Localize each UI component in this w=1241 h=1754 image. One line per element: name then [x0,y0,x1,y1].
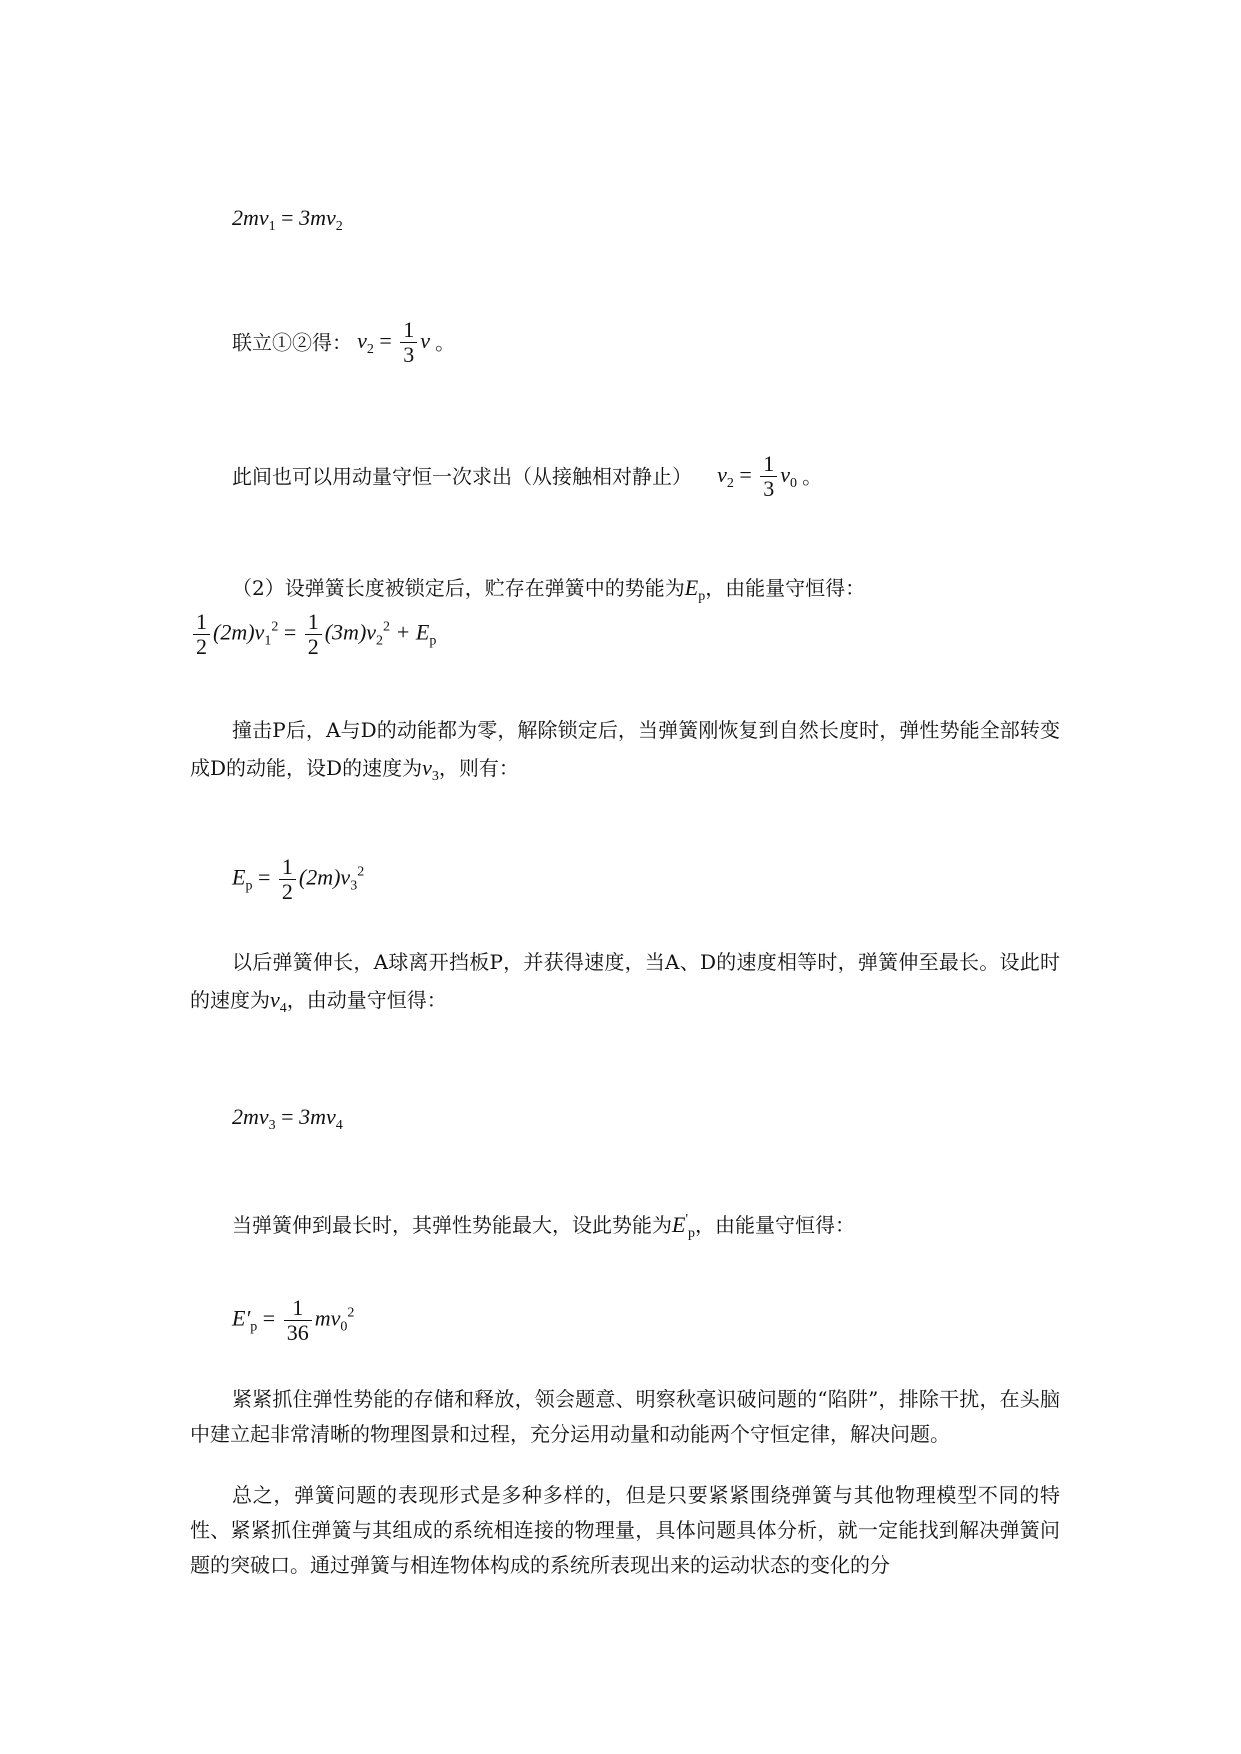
line-momentum-once: 此间也可以用动量守恒一次求出（从接触相对静止） $v_2$ = $\frac{1}{3}$ $v_0$ 。 [232,451,823,501]
equation-momentum-1: $2mv_1 = 3mv_2$ [232,205,343,234]
equation-ep: $E_p$ = $\frac{1}{2}$ $(2m)v_3^2$ [232,854,365,904]
equation-ep-max: $E'_p$ = $\frac{1}{36}$ $mv_0^2$ [232,1295,355,1345]
paragraph-after-collision: 撞击P后，A与D的动能都为零，解除锁定后，当弹簧刚恢复到自然长度时，弹性势能全部转变成D的动能，设D的速度为$v_3$，则有： [190,718,1060,784]
equation-momentum-2: $2mv_3 = 3mv_4$ [232,1104,343,1133]
line-combine-result: 联立①②得： $v_2$ = $\frac{1}{3}$ v 。 [232,317,456,367]
paragraph-spring-extends: 以后弹簧伸长，A球离开挡板P，并获得速度，当A、D的速度相等时，弹簧伸至最长。设此时的速度为$v_4$，由动量守恒得： [190,950,1060,1016]
equation-v2: $v_2$ = $\frac{1}{3}$ v [357,317,431,367]
equation-v2-v0: $v_2$ = $\frac{1}{3}$ $v_0$ [717,451,798,501]
paragraph-summary-trap: 紧紧抓住弹性势能的存储和释放，领会题意、明察秋毫识破问题的“陷阱”，排除干扰，在头脑中建立起非常清晰的物理图景和过程，充分运用动量和动能两个守恒定律，解决问题。 [190,1387,1060,1446]
equation-energy-conservation: $\frac{1}{2}$ $(2m)v_1^2$ = $\frac{1}{2}$ $(3m)v_2^2 + E_p$ [190,610,436,659]
line-max-potential: 当弹簧伸到最长时，其弹性势能最大，设此势能为$E'_p$，由能量守恒得： [232,1212,855,1241]
paragraph-conclusion: 总之，弹簧问题的表现形式是多种多样的，但是只要紧紧围绕弹簧与其他物理模型不同的特性、紧紧抓住弹簧与其组成的系统相连接的物理量，具体问题具体分析，就一定能找到解决弹簧问题的突破口。通过弹簧与相连物体构成的系统所表现出来的运动状态的变化的分 [190,1483,1060,1577]
line-part2-intro: （2）设弹簧长度被锁定后，贮存在弹簧中的势能为$E_p$，由能量守恒得： [232,575,866,604]
